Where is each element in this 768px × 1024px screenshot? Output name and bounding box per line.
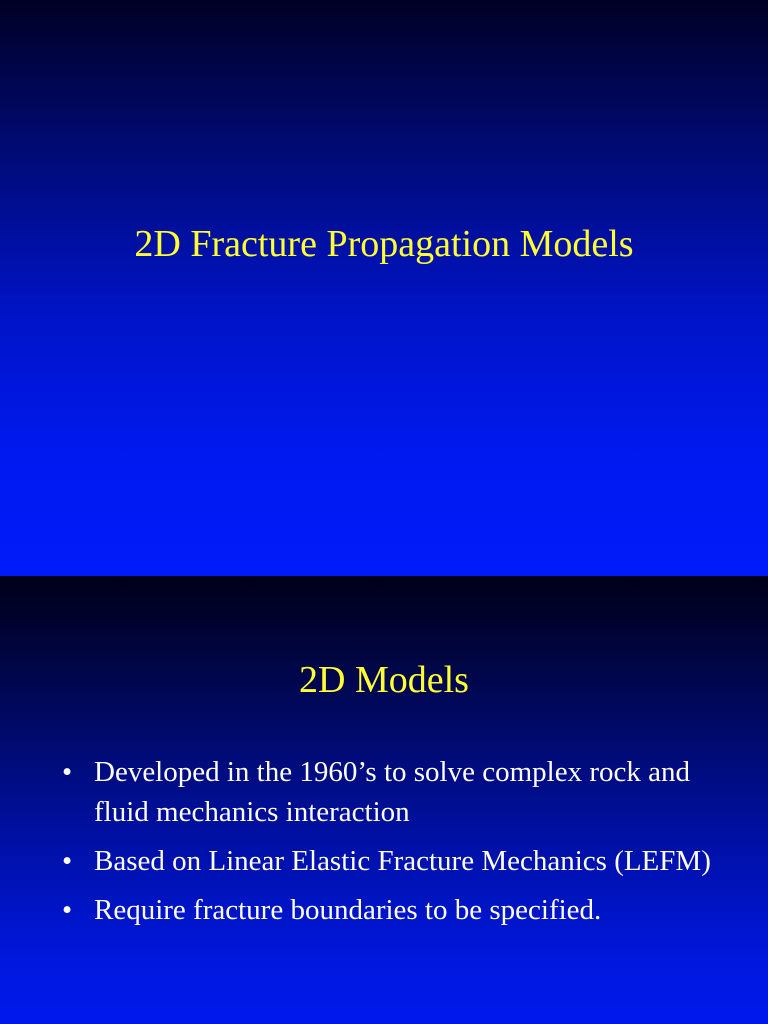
bullet-text: Require fracture boundaries to be specified. xyxy=(94,894,602,926)
bullet-item xyxy=(62,752,742,832)
bullet-dot-icon: • xyxy=(62,845,73,877)
slide-heading: 2D Models xyxy=(299,659,469,701)
bullet-dot-icon: • xyxy=(62,894,73,926)
bullet-item xyxy=(62,890,742,930)
bullet-item xyxy=(62,841,742,881)
bullet-dot-icon: • xyxy=(62,756,73,788)
bullet-text: Developed in the 1960’s to solve complex rock and fluid mechanics interaction xyxy=(94,756,690,828)
slide-title-heading: 2D Fracture Propagation Models xyxy=(134,223,634,265)
bullet-list xyxy=(62,752,742,939)
bullet-text: Based on Linear Elastic Fracture Mechanics (LEFM) xyxy=(94,845,711,877)
slide-2d-models xyxy=(0,576,768,1024)
